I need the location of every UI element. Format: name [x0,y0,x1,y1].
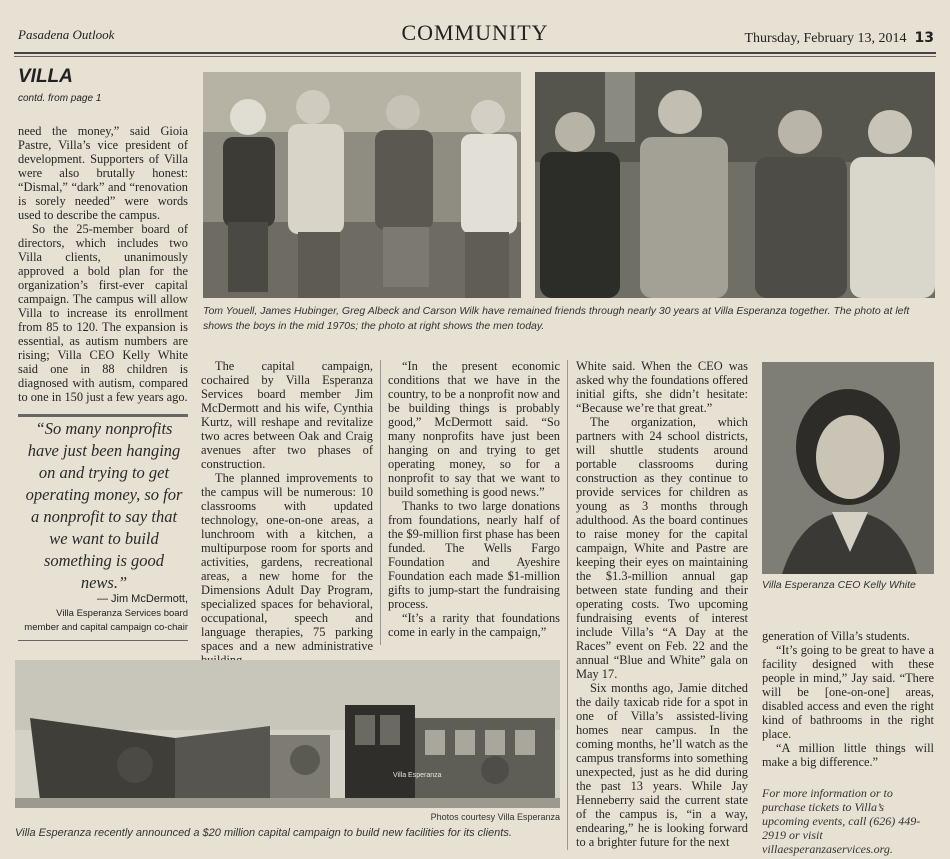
pullquote-name: — Jim McDermott, [96,593,188,605]
paragraph: “In the present economic conditions that we have in the country, to be a nonprofit now and be building things is probably good,” McDermott said. “So many nonprofits have just been hanging on and trying to get operating money, so for a nonprofit to say that we want to build something is good news.” [388,359,560,499]
paragraph: “A million little things will make a big difference.” [762,741,934,769]
paragraph: So the 25-member board of directors, which includes two Villa clients, unanimously approved a bold plan for the organization’s first-ever capital campaign. The campus will allow Villa to increase its enrollment from 85 to 120. The expansion is essential, as autism numbers are rising; Villa CEO Kelly White said one in 88 children is diagnosed with autism, compared to one in 150 just a few years ago. [18,222,188,404]
photo-boys-1970s [203,72,521,298]
pullquote-rule-bottom [18,640,188,641]
column-divider [380,360,381,645]
column-divider [567,360,568,850]
paragraph: “It’s going to be great to have a facility designed with these people in mind,” Jay said. “There will be [one-on-one] areas, disabled access and even the right kind of bathrooms in the right place. [762,643,934,741]
building-sign: Villa Esperanza [393,772,442,779]
article-column-5 [762,629,934,773]
header-rule-thin [14,56,936,57]
photo-ceo-illustration [762,362,934,574]
publication-name: Pasadena Outlook [18,27,115,42]
paragraph: White said. When the CEO was asked why the foundations offered initial gifts, she didn’t hesitate: “Because we’re that great.” [576,359,748,415]
photo-building-rendering [15,660,560,808]
pull-quote: “So many nonprofits have just been hanging on and trying to get operating money, so for a nonprofit to say that we want to build something is good news.” [25,419,183,592]
event-info: For more information or to purchase tickets to Villa’s upcoming events, call (626) 449-2919 or visit villaesperanzaservices.org. [762,786,921,856]
photo-ceo [762,362,934,574]
photo-credit: Photos courtesy Villa Esperanza [430,812,560,822]
date-text: Thursday, February 13, 2014 [744,31,907,46]
pullquote-rule-top [18,414,188,417]
paragraph: The capital campaign, cochaired by Villa Esperanza Services board member Jim McDermott and his wife, Cynthia Kurtz, will reshape and revitalize two acres between Oak and Craig avenues after two phases of construction. [201,359,373,471]
page-date [745,30,935,47]
photo-men-illustration [535,72,935,298]
article-column-1 [18,124,188,406]
photo-men-today [535,72,935,298]
building-illustration [15,660,560,808]
paragraph: The planned improvements to the campus will be numerous: 10 classrooms with updated technology, one-on-one areas, a lunchroom with a kitchen, a multipurpose room for sports and activities, gardens, recreational areas, a new home for the Dimensions Adult Day Program, specialized spaces for behavioral, occupational, speech and language therapies, 75 parking spaces and a new administrative [201,471,373,653]
pullquote-role: Villa Esperanza Services board member and capital campaign co-chair [24,608,188,633]
article-column-3 [388,359,560,643]
paragraph: need the money,” said Gioia Pastre, Villa’s vice president of development. Supporters of Villa were also brutally honest: “Dismal,” “dark” and “renovation is sorely needed” were words used to describe the campus. [18,124,188,222]
paragraph: Six months ago, Jamie ditched the daily taxicab ride for a spot in one of Villa’s assisted-living homes near campus. In the coming months, he’ll watch as the campus transforms into something unexpected, just as he did during the past 13 years. While Jay Henneberry said the current state of the campus is, “in a way, endearing,” he is looking forward to a brighter future for the next [576,681,748,849]
paragraph: The organization, which partners with 24 school districts, will shuttle students around portable classrooms during construction as they continue to provide services for children as young as 3 months through adulthood. As the board continues to raise money for the capital campaign, White and Pastre are keeping their eyes on maintaining the $1.3-million annual gap between state funding and their operating costs. Two upcoming fundraising events of interest include Villa’s “A Day at the Races” event on Feb. 22 and the annual “Blue and White” gala on May 17. [576,415,748,681]
photo-boys-illustration [203,72,521,298]
section-title: COMMUNITY [401,20,549,45]
ceo-photo-caption: Villa Esperanza CEO Kelly White [762,579,916,591]
continued-line: contd. from page 1 [18,93,102,104]
article-column-4 [576,359,748,849]
article-column-2 [201,359,373,653]
story-kicker: VILLA [18,66,73,87]
paragraph: “It’s a rarity that foundations come in early in the campaign,” [388,611,560,639]
page-number: 13 [914,30,934,46]
top-photo-caption: Tom Youell, James Hubinger, Greg Albeck and Carson Wilk have remained friends through nearly 30 years at Villa Esperanza together. The photo at left shows the boys in the mid 1970s; the photo at right shows the men today. [203,305,910,332]
paragraph: Thanks to two large donations from foundations, nearly half of the $9-million first phase has been funded. The Wells Fargo Foundation and Ayeshire Foundation each made $1-million gifts to jump-start the fundraising process. [388,499,560,611]
building-photo-caption: Villa Esperanza recently announced a $20 million capital campaign to build new facilities for its clients. [15,827,512,839]
paragraph: generation of Villa’s students. [762,629,910,643]
header-rule [14,52,936,54]
